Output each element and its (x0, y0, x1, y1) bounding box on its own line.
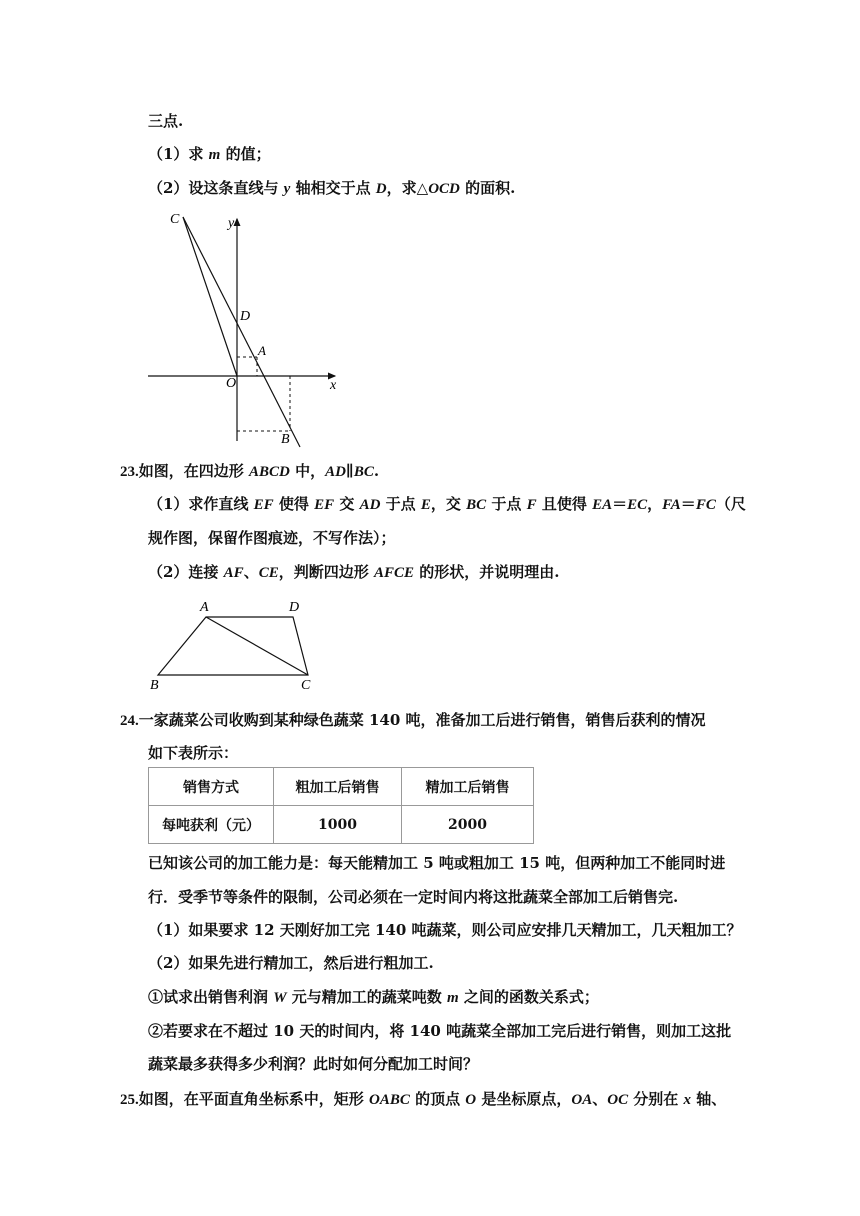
q24-subpart2-line2: 蔬菜最多获得多少利润？此时如何分配加工时间？ (148, 1055, 479, 1073)
label-D: D (289, 600, 300, 615)
q24-part1: （1）如果要求 12 天刚好加工完 140 吨蔬菜，则公司应安排几天精加工，几天粗加工？ (148, 921, 742, 939)
diagonal-AC (206, 617, 308, 675)
q22-continuation: 三点. (148, 112, 184, 130)
q24-stem-line1: 24.一家蔬菜公司收购到某种绿色蔬菜 140 吨，准备加工后进行销售，销售后获利的情况 (120, 711, 706, 729)
q24-info-line1: 已知该公司的加工能力是：每天能精加工 5 吨或粗加工 15 吨，但两种加工不能同时进 (148, 854, 726, 872)
table-header-cell: 粗加工后销售 (274, 768, 402, 806)
quadrilateral-ABCD (158, 617, 308, 675)
table-header-cell: 精加工后销售 (402, 768, 534, 806)
line-CB (183, 217, 300, 447)
label-O: O (226, 376, 237, 391)
label-x: x (330, 378, 337, 393)
q24-subpart2-line1: ②若要求在不超过 10 天的时间内，将 140 吨蔬菜全部加工完后进行销售，则加工这批 (148, 1022, 732, 1040)
q24-part2: （2）如果先进行精加工，然后进行粗加工. (148, 954, 434, 972)
q22-part1: （1）求 m 的值； (148, 145, 271, 163)
q22-coordinate-figure (140, 205, 350, 450)
segment-OC (183, 217, 237, 376)
table-cell: 1000 (274, 806, 402, 844)
label-A: A (200, 600, 209, 615)
label-B: B (150, 678, 159, 692)
q24-subpart1: ①试求出销售利润 W 元与精加工的蔬菜吨数 m 之间的函数关系式； (148, 988, 599, 1006)
label-C: C (170, 212, 180, 227)
table-header-cell: 销售方式 (149, 768, 274, 806)
q23-quadrilateral-figure (148, 597, 323, 692)
table-row (149, 768, 534, 806)
q24-stem-line2: 如下表所示： (148, 744, 239, 762)
label-B: B (281, 432, 290, 447)
q22-part2: （2）设这条直线与 y 轴相交于点 D，求△OCD 的面积. (148, 179, 516, 197)
table-cell: 每吨获利（元） (149, 806, 274, 844)
q23-part2: （2）连接 AF、CE，判断四边形 AFCE 的形状，并说明理由. (148, 563, 560, 581)
label-D: D (240, 309, 251, 324)
label-C: C (301, 678, 311, 692)
profit-table (148, 767, 534, 844)
q24-info-line2: 行．受季节等条件的限制，公司必须在一定时间内将这批蔬菜全部加工后销售完. (148, 888, 679, 906)
q25-stem: 25.如图，在平面直角坐标系中，矩形 OABC 的顶点 O 是坐标原点，OA、OC 分别在 x 轴、 (120, 1090, 727, 1108)
label-A: A (258, 343, 266, 358)
table-row (149, 806, 534, 844)
table-cell: 2000 (402, 806, 534, 844)
q23-part1-line1: （1）求作直线 EF 使得 EF 交 AD 于点 E，交 BC 于点 F 且使得 EA＝EC，FA＝FC（尺 (148, 495, 746, 513)
label-y: y (228, 216, 235, 231)
q23-stem: 23.如图，在四边形 ABCD 中，AD∥BC. (120, 462, 380, 480)
q23-part1-line2: 规作图，保留作图痕迹，不写作法）； (148, 529, 396, 547)
